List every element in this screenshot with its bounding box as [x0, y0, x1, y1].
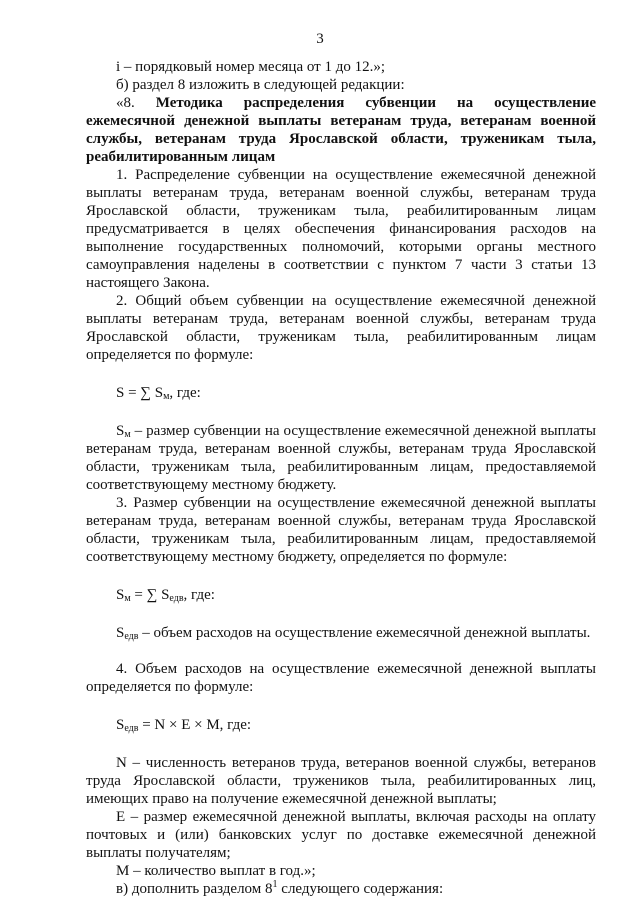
formula-subscript: м	[124, 593, 131, 604]
paragraph-2: 2. Общий объем субвенции на осуществление ежемесячной денежной выплаты ветеранам труда, ветеранам военной службы, ветеранам труда Ярославской области, труженикам тыла, реабилитированным лицам определяется по формуле:	[86, 293, 596, 363]
formula-part: = N × E × M, где:	[138, 717, 252, 733]
heading-title: Методика распределения субвенции на осуществление ежемесячной денежной выплаты ветеранам труда, ветеранам военной службы, ветеранам труда Ярославской области, труженикам тыла, реабилитированным лицам	[86, 95, 597, 165]
symbol: S	[116, 423, 125, 439]
paragraph-4: 4. Объем расходов на осуществление ежемесячной денежной выплаты определяется по формуле:	[86, 661, 596, 695]
document-body	[86, 58, 596, 898]
definition-text: – размер субвенции на осуществление ежемесячной денежной выплаты ветеранам труда, ветеранам военной службы, ветеранам труда Ярославской области, труженикам тыла, реабилитированным лицам, предоставляемой соответствующему местному бюджету.	[86, 423, 596, 493]
paragraph-1: 1. Распределение субвенции на осуществление ежемесячной денежной выплаты ветеранам труда, ветеранам военной службы, ветеранам труда Ярославской области, труженикам тыла, реабилитированным лицам предусматривается в целях обеспечения финансирования расходов на выполнение государственных полномочий, которыми органы местного самоуправления наделены в соответствии с пунктом 7 части 3 статьи 13 настоящего Закона.	[86, 167, 596, 291]
definition-text: – объем расходов на осуществление ежемесячной денежной выплаты.	[138, 625, 591, 641]
definition-sedv	[86, 624, 596, 642]
definition-e: E – размер ежемесячной денежной выплаты, включая расходы на оплату почтовых и (или) банковских услуг по доставке ежемесячной денежной выплаты получателям;	[86, 809, 596, 861]
formula-total-subvention	[116, 384, 596, 402]
symbol-subscript: м	[124, 429, 131, 440]
paragraph-3: 3. Размер субвенции на осуществление ежемесячной денежной выплаты ветеранам труда, ветеранам военной службы, ветеранам труда Ярославской области, труженикам тыла, реабилитированным лицам, предоставляемой соответствующему местному бюджету, определяется по формуле:	[86, 495, 596, 565]
symbol: S	[116, 625, 125, 641]
paragraph-section-8-1-intro	[86, 880, 596, 898]
formula-subscript: едв	[169, 593, 184, 604]
formula-part: S = ∑ S	[116, 385, 164, 401]
formula-subscript: едв	[124, 723, 139, 734]
heading-quote-number: «8.	[116, 95, 156, 111]
formula-expenses	[116, 716, 596, 734]
page-number: 3	[316, 31, 324, 47]
section-8-heading	[86, 94, 596, 166]
formula-part: , где:	[183, 587, 215, 603]
definition-m: M – количество выплат в год.»;	[116, 863, 316, 879]
formula-subscript: м	[163, 391, 170, 402]
paragraph-i-definition: i – порядковый номер месяца от 1 до 12.»;	[116, 59, 386, 75]
definition-n: N – численность ветеранов труда, ветеранов военной службы, ветеранов труда Ярославской области, тружеников тыла, реабилитированных лиц, имеющих право на получение ежемесячной денежной выплаты;	[86, 755, 596, 807]
symbol-subscript: едв	[124, 631, 139, 642]
formula-part: S	[116, 587, 125, 603]
definition-sm	[86, 422, 596, 494]
formula-part: , где:	[169, 385, 201, 401]
formula-part: = ∑ S	[130, 587, 170, 603]
formula-part: S	[116, 717, 125, 733]
text-part: в) дополнить разделом 8	[116, 881, 273, 897]
superscript: 1	[272, 879, 278, 890]
text-part: следующего содержания:	[277, 881, 444, 897]
paragraph-section-8-intro: б) раздел 8 изложить в следующей редакции:	[116, 77, 405, 93]
formula-local-subvention	[116, 586, 596, 604]
